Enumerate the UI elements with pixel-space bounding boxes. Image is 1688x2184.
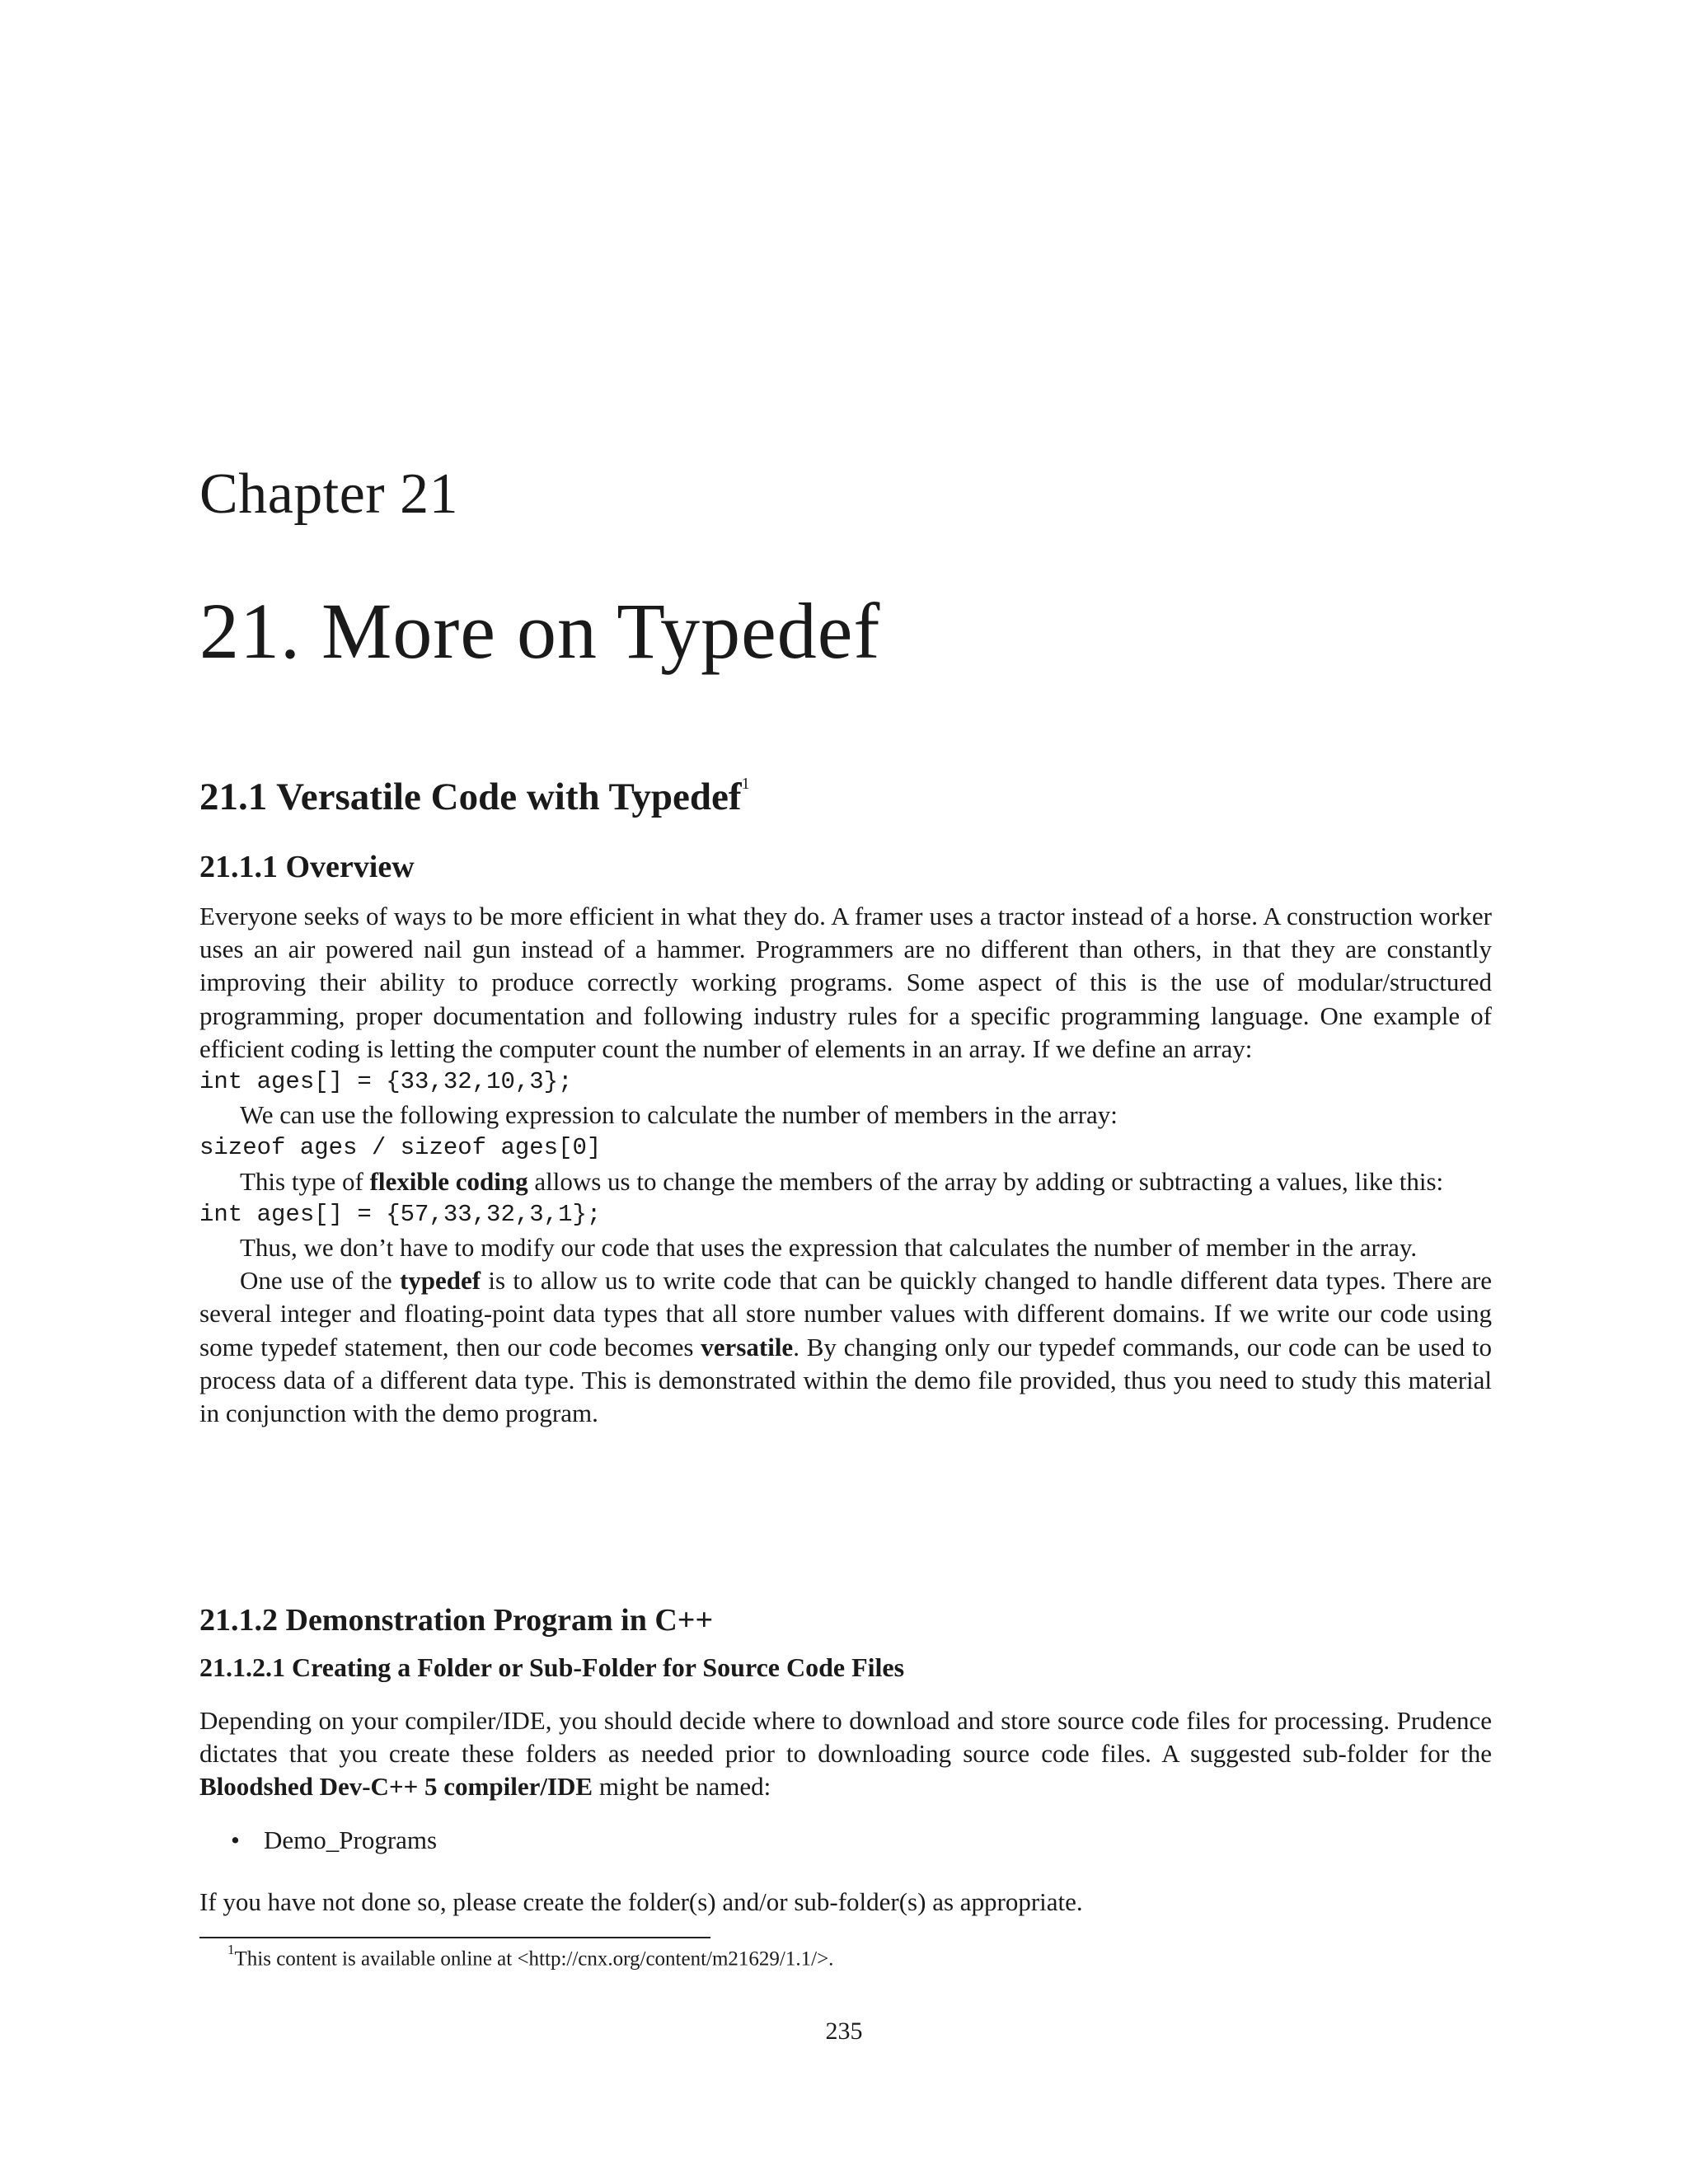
text-run: Depending on your compiler/IDE, you should decide where to download and store source code files for processing. Prudence dictates that you create these folders as needed prior to downloading source code files. A suggested sub-folder for the [199, 1706, 1492, 1769]
bold-term-versatile: versatile [701, 1332, 794, 1361]
text-run: might be named: [593, 1772, 771, 1802]
footnote-ref: 1 [741, 775, 750, 794]
overview-heading: 21.1.1 Overview [199, 850, 415, 884]
overview-body [199, 900, 1492, 1430]
overview-paragraph-4: Thus, we don’t have to modify our code that uses the expression that calculates the number of member in the array. [240, 1233, 1418, 1263]
overview-paragraph-3 [199, 1165, 1492, 1198]
text-run: allows us to change the members of the array by adding or subtracting a values, like this: [528, 1166, 1444, 1196]
overview-paragraph-1: Everyone seeks of ways to be more efficient in what they do. A framer uses a tractor instead of a horse. A construction worker uses an air powered nail gun instead of a hammer. Programmers are no different than others, in that they are constantly improving their ability to produce correctly working programs. Some aspect of this is the use of modular/structured programming, proper documentation and following industry rules for a specific programming language. One example of efficient coding is letting the computer count the number of elements in an array. If we define an array: [199, 902, 1492, 1063]
footnote-text: This content is available online at <http://cnx.org/content/m21629/1.1/>. [234, 1947, 834, 1971]
chapter-title: 21. More on Typedef [199, 587, 881, 675]
text-run: is to allow us to write code that can be quickly changed to handle different data types. There are several integer and floating-point data types that all store number values with different domains. If we write our code using some typedef statement, then our code becomes [199, 1266, 1492, 1361]
text-run: This type of [240, 1166, 370, 1196]
chapter-label: Chapter 21 [199, 462, 459, 526]
footnote-divider [199, 1937, 710, 1938]
page-number: 235 [825, 2018, 863, 2045]
demo-paragraph-1 [199, 1704, 1492, 1804]
folder-subheading: 21.1.2.1 Creating a Folder or Sub-Folder for Source Code Files [199, 1652, 905, 1682]
bold-term-typedef: typedef [399, 1266, 481, 1296]
overview-paragraph-2: We can use the following expression to calculate the number of members in the array: [240, 1100, 1118, 1130]
overview-paragraph-5 [199, 1264, 1492, 1430]
code-array-redefinition: int ages[] = {57,33,32,3,1}; [199, 1200, 602, 1228]
section-heading [199, 775, 1492, 819]
bullet-list-item [231, 1825, 437, 1855]
bullet-text: Demo_Programs [264, 1825, 438, 1854]
text-run: . By changing only our typedef commands, our code can be used to process data of a different data type. This is demonstrated within the demo file provided, thus you need to study this material in conjunction with the demo program. [199, 1332, 1492, 1428]
code-sizeof-expression: sizeof ages / sizeof ages[0] [199, 1134, 602, 1162]
footnote [227, 1942, 834, 1971]
section-heading-text: 21.1 Versatile Code with Typedef [199, 776, 742, 818]
bold-term-flexible-coding: flexible coding [369, 1166, 528, 1196]
demo-heading: 21.1.2 Demonstration Program in C++ [199, 1603, 714, 1638]
code-array-definition: int ages[] = {33,32,10,3}; [199, 1068, 573, 1096]
demo-paragraph-2: If you have not done so, please create the folder(s) and/or sub-folder(s) as appropriate. [199, 1887, 1083, 1916]
text-run: One use of the [240, 1266, 400, 1296]
bullet-icon: • [231, 1825, 240, 1854]
demo-body [199, 1704, 1492, 1804]
bold-term-compiler: Bloodshed Dev-C++ 5 compiler/IDE [199, 1772, 593, 1802]
footnote-marker: 1 [227, 1942, 235, 1957]
